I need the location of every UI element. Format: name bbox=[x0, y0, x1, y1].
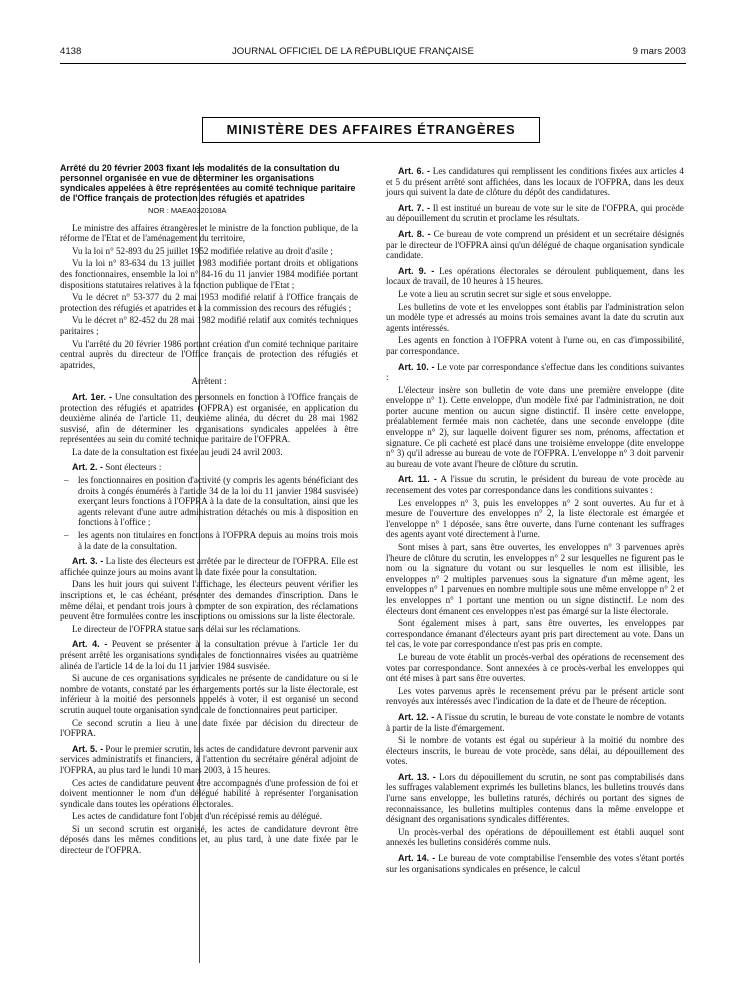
article-text: Les candidatures qui remplissent les conditions fixées aux articles 4 et 5 du présent arrêté sont affichées, dans les locaux de l'OFPRA, dans les deux jours qui suivent la date de clôture du dépôt des candidatures. bbox=[386, 166, 684, 198]
paragraph: Un procès-verbal des opérations de dépouillement est établi auquel sont annexés les bulletins considérés comme nuls. bbox=[386, 826, 684, 848]
article-text: Une consultation des personnels en fonction à l'Office français de protection des réfugiés et apatrides (OFPRA) est organisée, en application du deuxième alinéa de l'article 11, deuxième alinéa, du décret du 28 mai 1982 susvisé, afin de déterminer les organisations syndicales appelées à être représentées au sein du comité technique paritaire de l'OFPRA. bbox=[60, 391, 359, 445]
article-label: Art. 2. - bbox=[72, 462, 104, 473]
paragraph: Les actes de candidature font l'objet d'un récépissé remis au délégué. bbox=[72, 811, 322, 822]
paragraph: Vu le décret n° 82-452 du 28 mai 1982 modifié relatif aux comités techniques paritaires ; bbox=[60, 315, 358, 336]
article-text: A l'issue du scrutin, le président du bureau de vote procède au recensement des votes par correspondance dans les conditions suivantes : bbox=[386, 474, 685, 496]
article bbox=[386, 772, 684, 825]
article-label: Art. 11. - bbox=[398, 474, 437, 485]
article bbox=[386, 362, 684, 383]
arretent-heading: Arrêtent : bbox=[191, 376, 227, 387]
paragraph: Si un second scrutin est organisé, les actes de candidature devront être déposés dans les mêmes conditions et, au plus tard, à une date fixée par le directeur de l'OFPRA. bbox=[60, 823, 358, 856]
article-label: Art. 12. - bbox=[398, 711, 435, 722]
article-label: Art. 4. - bbox=[72, 639, 108, 650]
article-text: Il est institué un bureau de vote sur le site de l'OFPRA, qui procède au dépouillement du scrutin et proclame les résultats. bbox=[386, 202, 684, 224]
issue-date: 9 mars 2003 bbox=[632, 46, 686, 57]
article-text: Les opérations électorales se déroulent publiquement, dans les locaux de travail, de 10 heures à 15 heures. bbox=[386, 265, 684, 287]
article-text: Le vote par correspondance s'effectue dans les conditions suivantes : bbox=[386, 361, 684, 383]
list-item: – les agents non titulaires en fonctions à l'OFPRA depuis au moins trois mois à la date de la consultation. bbox=[60, 530, 358, 551]
article bbox=[386, 266, 684, 287]
article bbox=[386, 712, 684, 733]
article-label: Art. 14. - bbox=[398, 853, 436, 864]
article-label: Art. 1er. - bbox=[72, 391, 113, 402]
header-rule bbox=[60, 63, 686, 64]
article bbox=[60, 392, 358, 445]
article-text: Peuvent se présenter à la consultation prévue à l'article 1er du présent arrêté les organisations syndicales de fonctionnaires visées au quatrième alinéa de l'article 14 de la loi du 11 janvier 1984 susvisée. bbox=[60, 639, 358, 671]
paragraph: Le bureau de vote établit un procès-verbal des opérations de recensement des votes par correspondance. Sont annexées à ce procès-verbal les enveloppes qui ont été mises à part sans être ouvertes. bbox=[386, 651, 684, 684]
paragraph: Ces actes de candidature peuvent être accompagnés d'une profession de foi et doivent mentionner le nom d'un délégué habilité à représenter l'organisation syndicale dans toutes les opérations électorales. bbox=[60, 777, 358, 809]
article bbox=[60, 462, 358, 473]
article bbox=[60, 556, 358, 577]
paragraph: Vu l'arrêté du 20 février 1986 portant création d'un comité technique paritaire central auprès du directeur de l'Office français de protection des réfugiés et apatrides, bbox=[60, 338, 358, 370]
paragraph: Les agents en fonction à l'OFPRA votent à l'urne ou, en cas d'impossibilité, par correspondance. bbox=[386, 335, 684, 356]
paragraph: La date de la consultation est fixée au jeudi 24 avril 2003. bbox=[72, 446, 283, 457]
paragraph: Si aucune de ces organisations syndicales ne présente de candidature ou si le nombre de votants, constaté par les émargements portés sur la liste électorale, est inférieur à la moitié des personnels appelés à voter, il est organisé un second scrutin auquel toute organisation syndicale de fonctionnaires peut participer. bbox=[60, 673, 358, 715]
article-label: Art. 9. - bbox=[398, 265, 435, 276]
article bbox=[60, 639, 358, 671]
article-label: Art. 13. - bbox=[398, 771, 436, 782]
article-label: Art. 5. - bbox=[72, 743, 104, 754]
article-text: Pour le premier scrutin, les actes de candidature devront parvenir aux services administratifs et financiers, à l'attention du secrétaire général adjoint de l'OFPRA, au plus tard le lundi 10 mars 2003, à 15 heures. bbox=[60, 743, 358, 775]
paragraph: Les bulletins de vote et les enveloppes sont établis par l'administration selon un modèle type et adressés au moins trois semaines avant la date du scrutin aux agents intéressés. bbox=[386, 301, 684, 333]
paragraph: Sont mises à part, sans être ouvertes, les enveloppes n° 3 parvenues après l'heure de clôture du scrutin, les enveloppes n° 2 sur lesquelles ne figurent pas le nom ou la signature du votant ou sur lesquelles le nom est illisible, les enveloppes n° 2 multiples parvenues sous la signature d'un même agent, les enveloppes n° 1 parvenues en nombre multiple sous une même enveloppe n° 2 et les enveloppes n° 1 portant une mention ou un signe distinctif. Le nom des électeurs dont émanent ces enveloppes n'est pas émargé sur la liste électorale. bbox=[386, 542, 684, 616]
page-number: 4138 bbox=[60, 46, 82, 57]
paragraph: Sont également mises à part, sans être ouvertes, les enveloppes par correspondance émanant d'électeurs ayant pris part directement au vote. Dans un tel cas, le vote par correspondance n'est pas pris en compte. bbox=[386, 618, 684, 650]
article-label: Art. 3. - bbox=[72, 556, 104, 567]
article bbox=[386, 474, 684, 495]
page-header bbox=[60, 46, 686, 60]
paragraph: Le directeur de l'OFPRA statue sans délai sur les réclamations. bbox=[72, 623, 301, 634]
paragraph: Vu le décret n° 53-377 du 2 mai 1953 modifié relatif à l'Office français de protection des réfugiés et apatrides et à la commission des recours des réfugiés ; bbox=[60, 292, 358, 313]
article-text: Sont électeurs : bbox=[105, 462, 162, 473]
article-label: Art. 8. - bbox=[398, 228, 431, 239]
paragraph: Le vote a lieu au scrutin secret sur sigle et sous enveloppe. bbox=[398, 288, 612, 299]
article bbox=[386, 229, 684, 261]
paragraph: Vu la loi n° 83-634 du 13 juillet 1983 modifiée portant droits et obligations des fonctionnaires, ensemble la loi n° 84-16 du 11 janvier 1984 modifiée portant dispositions statutaires relatives à la fonction publique de l'Etat ; bbox=[60, 258, 358, 290]
article bbox=[386, 166, 684, 198]
article-text: Lors du dépouillement du scrutin, ne sont pas comptabilisés dans les suffrages valablement exprimés les bulletins blancs, les bulletins trouvés dans l'urne sans enveloppe, les bulletins raturés, déchirés ou portant des signes de reconnaissance, les bulletins multiples contenus dans la même enveloppe et désignant des organisations syndicales différentes. bbox=[386, 771, 685, 825]
decree-title: Arrêté du 20 février 2003 fixant les modalités de la consultation du personnel organisée en vue de déterminer les organisations syndicales appelées à être représentées au comité technique paritaire de l'Office français de protection des réfugiés et apatrides bbox=[60, 163, 356, 203]
journal-title: JOURNAL OFFICIEL DE LA RÉPUBLIQUE FRANÇAISE bbox=[232, 46, 474, 57]
paragraph: L'électeur insère son bulletin de vote dans une première enveloppe (dite enveloppe n° 1). Cette enveloppe, d'un modèle fixé par l'administration, ne doit porter aucune mention ou aucun signe distinctif. Il insère cette enveloppe, préalablement fermée mais non cachetée, dans une seconde enveloppe (dite enveloppe n° 2), sur laquelle doivent figurer ses nom, prénoms, affectation et signature. Ce pli cacheté est placé dans une troisième enveloppe (dite enveloppe n° 3) qu'il adresse au bureau de vote de l'OFPRA. L'enveloppe n° 3 doit parvenir au bureau de vote avant l'heure de clôture du scrutin. bbox=[386, 384, 684, 469]
article-text: Le bureau de vote comptabilise l'ensemble des votes s'étant portés sur les organisations syndicales en présence, le calcul bbox=[386, 853, 684, 874]
paragraph: Le ministre des affaires étrangères et le ministre de la fonction publique, de la réforme de l'Etat et de l'aménagement du territoire, bbox=[60, 222, 358, 244]
paragraph: Les enveloppes n° 3, puis les enveloppes n° 2 sont ouvertes. Au fur et à mesure de l'ouverture des enveloppes n° 2, la liste électorale est émargée et l'enveloppe n° 1 déposée, sans être ouverte, dans l'urne contenant les suffrages des agents ayant voté directement à l'urne. bbox=[386, 497, 684, 540]
article-label: Art. 10. - bbox=[398, 361, 435, 372]
right-column bbox=[386, 166, 684, 876]
article-label: Art. 7. - bbox=[398, 202, 430, 213]
article-text: Ce bureau de vote comprend un président et un secrétaire désignés par le directeur de l'OFPRA ainsi qu'un délégué de chaque organisation syndicale candidate. bbox=[386, 228, 684, 261]
ministry-heading: MINISTÈRE DES AFFAIRES ÉTRANGÈRES bbox=[202, 117, 540, 143]
article-text: La liste des électeurs est arrêtée par le directeur de l'OFPRA. Elle est affichée quinze jours au moins avant la date fixée pour la consultation. bbox=[60, 556, 358, 577]
article-text: A l'issue du scrutin, le bureau de vote constate le nombre de votants à partir de la liste d'émargement. bbox=[386, 711, 684, 733]
nor-reference: NOR : MAEA0320108A bbox=[148, 206, 227, 215]
article bbox=[60, 744, 358, 776]
paragraph: Ce second scrutin a lieu à une date fixée par décision du directeur de l'OFPRA. bbox=[60, 717, 358, 739]
paragraph: Les votes parvenus après le recensement prévu par le présent article sont renvoyés aux intéressés avec l'indication de la date et de l'heure de réception. bbox=[386, 685, 684, 707]
article-label: Art. 6. - bbox=[398, 166, 430, 176]
list-item: – les fonctionnaires en position d'activité (y compris les agents bénéficiant des droits à congés énumérés à l'article 34 de la loi du 11 janvier 1984 susvisée) exerçant leurs fonctions à l'OFPRA à la date de la consultation, ainsi que les agents relevant d'une autre administration détachés ou mis à disposition en fonctions à l'office ; bbox=[60, 475, 358, 528]
paragraph: Dans les huit jours qui suivent l'affichage, les électeurs peuvent vérifier les inscriptions et, le cas échéant, présenter des demandes d'inscription. Dans le même délai, et pendant trois jours à compter de son expiration, des réclamations peuvent être formulées contre les inscriptions ou omissions sur la liste électorale. bbox=[60, 579, 358, 622]
paragraph: Si le nombre de votants est égal ou supérieur à la moitié du nombre des électeurs inscrits, le bureau de vote procède, sans délai, au dépouillement des votes. bbox=[386, 735, 684, 767]
paragraph: Vu la loi n° 52-893 du 25 juillet 1952 modifiée relative au droit d'asile ; bbox=[72, 245, 333, 256]
article bbox=[386, 853, 684, 874]
left-column bbox=[60, 163, 358, 858]
article bbox=[386, 203, 684, 224]
